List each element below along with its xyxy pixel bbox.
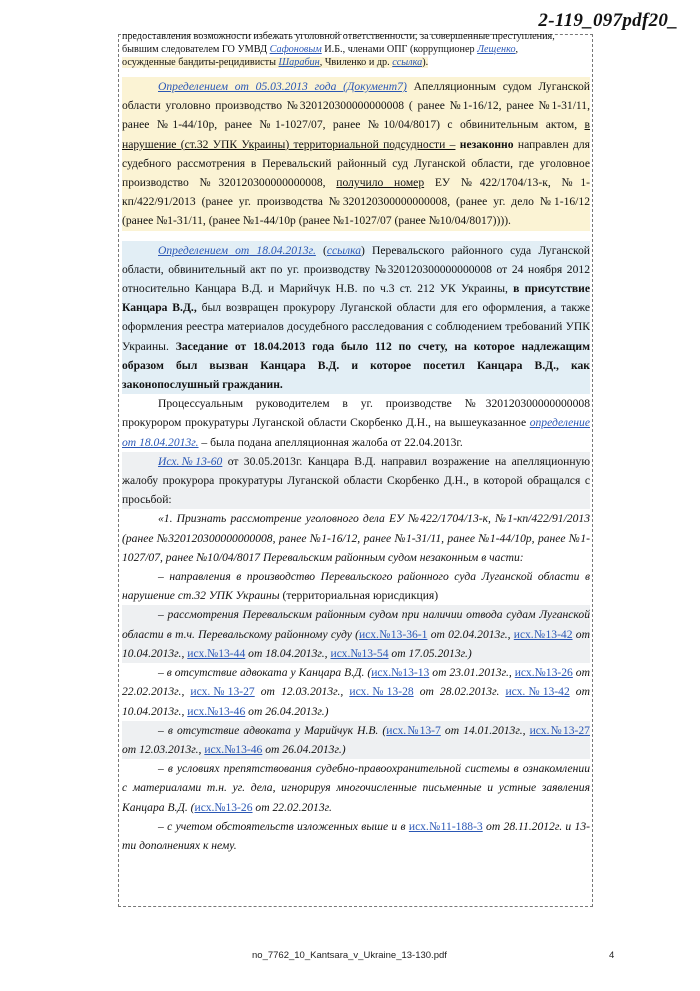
text-underlined: в нарушение (ст.32 УПК Украины) территориальной подсудности – — [122, 118, 590, 151]
text: Процессуальным руководителем в уг. производстве №320120300000000008 прокурором прокуратуры Луганской области Скорбенко Д.Н., на вышеуказанное — [122, 397, 590, 430]
text: – была подана апелляционная жалоба от 22.04.2013г. — [198, 435, 463, 449]
link-out-13-27[interactable]: исх.№13-27 — [529, 723, 590, 737]
text: от 14.01.2013г., — [440, 723, 530, 737]
paragraph-3 — [122, 394, 590, 452]
text: предоставления возможности избежать уголовной ответственности, за совершенные преступления, — [122, 31, 555, 42]
link-reference[interactable]: ссылка — [326, 243, 362, 257]
text: от 26.04.2013г.) — [245, 704, 329, 718]
link-out-13-27[interactable]: исх.№13-27 — [190, 685, 255, 699]
text: – рассмотрения Перевальским районным судом при наличии отвода судам Луганской области в т.ч. Перевальскому районному суду ( — [122, 608, 590, 641]
link-out-13-42[interactable]: исх.№13-42 — [513, 627, 573, 641]
link-ruling-18-04-2013[interactable]: Определением от 18.04.2013г. — [158, 243, 316, 257]
link-out-13-13[interactable]: исх.№13-13 — [371, 666, 430, 680]
paragraph-7 — [122, 605, 590, 663]
document-id-stamp: 2-119_097pdf20_ — [538, 10, 678, 31]
link-safonov[interactable]: Сафоновым — [269, 44, 322, 55]
link-ruling-18-04-2013[interactable]: определение от 18.04.2013г. — [122, 416, 590, 449]
link-out-13-26[interactable]: исх.№13-26 — [514, 666, 573, 680]
text: от 30.05.2013г. Канцара В.Д. направил возражение на апелляционную жалобу прокурора прокуратуры Луганской области Скорбенко Д.Н., в которой обращался с просьбой: — [122, 454, 590, 507]
link-out-11-188-3[interactable]: исх.№11-188-3 — [408, 819, 483, 833]
paragraph-10 — [122, 759, 590, 817]
link-out-13-54[interactable]: исх.№13-54 — [330, 646, 389, 660]
link-out-13-7[interactable]: исх.№13-7 — [386, 723, 441, 737]
text: осужденные бандиты-рецидивисты — [122, 57, 279, 68]
text: ) Перевальского районного суда Луганской области, обвинительный акт по уг. производству №320120300000000008 от 24 ноября 2012 относительно Канцара В.Д. и Марийчук Н.В. по ч.3 ст. 212 УК Украины, — [122, 243, 590, 296]
text: – в отсутствие адвоката у Марийчук Н.В. ( — [158, 723, 387, 737]
text: , Чвиленко и др. — [319, 57, 393, 68]
text: от 12.03.2013г., — [122, 742, 205, 756]
paragraph-9 — [122, 721, 590, 759]
text: от 28.02.2013г. — [413, 685, 506, 699]
text: от 28.11.2012г. и 13-ти дополнениях к нему. — [122, 819, 590, 852]
text: – в отсутствие адвоката у Канцара В.Д. ( — [158, 666, 372, 680]
paragraph-11 — [122, 817, 590, 855]
text: ЕУ №422/1704/13-к, №1-кп/422/91/2013 (ранее уг. производства №320120300000000008, (ранее уг. дело №1-16/12 (ранее №1-31/11, (ранее №1-44/10р (ранее №1-1027/07 (ранее №10/04/8017)))). — [122, 176, 590, 228]
text: направлен для судебного рассмотрения в Перевальский районный суд Луганской области, где уголовное производство №320120300000000008, — [122, 137, 591, 190]
text-bold: незаконно — [455, 137, 514, 151]
text: – с учетом обстоятельств изложенных выше и в — [158, 819, 409, 833]
text: от 10.04.2013г., — [122, 627, 590, 660]
text-bold: Заседание от 18.04.2013 года было 112 по счету, на которое надлежащим образом был вызван Канцара В.Д. и которое посетил Канцара В.Д., как законопослушный гражданин. — [122, 339, 590, 392]
link-out-13-26[interactable]: исх.№13-26 — [194, 800, 253, 814]
link-ruling-05-03-2013[interactable]: Определением от 05.03.2013 года (Документ7) — [158, 80, 407, 93]
link-out-13-46[interactable]: исх.№13-46 — [204, 742, 263, 756]
link-out-13-36-1[interactable]: исх.№13-36-1 — [359, 627, 428, 641]
link-out-13-28[interactable]: исх.№13-28 — [349, 685, 414, 699]
text: от 02.04.2013г., — [427, 627, 514, 641]
text: бывшим следователем ГО УМВД — [122, 44, 270, 55]
text: , — [515, 44, 519, 55]
text: от 18.04.2013г., — [245, 646, 331, 660]
text: от 17.05.2013г.) — [388, 646, 472, 660]
text: (территориальная юрисдикция) — [282, 589, 439, 603]
link-out-13-46[interactable]: исх.№13-46 — [187, 704, 246, 718]
text: – в условиях препятствования судебно-правоохранительной системы в ознакомлении с материалами т.н. уг. дела, игнорируя многочисленные письменные и устные заявления Канцара В.Д. ( — [122, 762, 590, 814]
text: от 22.02.2013г., — [122, 666, 590, 699]
main-text — [122, 30, 590, 855]
paragraph-4 — [122, 452, 590, 510]
link-out-13-60[interactable]: Исх.№13-60 — [158, 454, 223, 468]
link-leshchenko[interactable]: Лещенко — [477, 44, 516, 55]
paragraph-1 — [122, 77, 590, 231]
link-out-13-44[interactable]: исх.№13-44 — [187, 646, 246, 660]
text: – направления в производство Перевальского районного суда Луганской области в нарушение ст.32 УПК Украины — [122, 570, 590, 603]
text: от 23.01.2013г., — [429, 666, 515, 680]
text: И.Б., членами ОПГ (коррупционер — [321, 44, 478, 55]
footer-filename: no_7762_10_Kantsara_v_Ukraine_13-130.pdf — [252, 950, 447, 961]
text: от 22.02.2013г. — [252, 800, 332, 814]
paragraph-5: «1. Признать рассмотрение уголовного дела ЕУ №422/1704/13-к, №1-кп/422/91/2013 (ранее №320120300000000008, ранее №1-16/12, ранее №1-31/11, ранее №1-44/10р, ранее №1-1027/07, ранее №10/04/8017 Перевальским районным судом незаконным в части: — [122, 512, 590, 564]
text: от 12.03.2013г., — [254, 685, 350, 699]
paragraph-0 — [122, 30, 590, 69]
text-underlined: получило номер — [336, 176, 425, 190]
link-out-13-42[interactable]: исх.№13-42 — [505, 685, 570, 699]
paragraph-6 — [122, 567, 590, 605]
text: ). — [422, 57, 429, 68]
paragraph-8 — [122, 663, 590, 721]
text: от 10.04.2013г., — [122, 685, 590, 718]
page-number: 4 — [609, 950, 615, 961]
text: был возвращен прокурору Луганской области для его оформления, а также оформления реестра материалов досудебного расследования с соблюдением требований УПК Украины. — [122, 301, 590, 353]
paragraph-2 — [122, 241, 590, 395]
text: Апелляционным судом Луганской области уголовно производство №320120300000000008 ( ранее №1-16/12, ранее №1-31/11, ранее №1-44/10р, ранее №1-1027/07, ранее №10/04/8017) с обвинительным актом, — [122, 80, 591, 132]
text-bold: в присутствие Канцара В.Д., — [122, 282, 590, 315]
text: от 26.04.2013г.) — [262, 742, 346, 756]
link-reference[interactable]: ссылка — [392, 57, 423, 68]
text: ( — [315, 243, 327, 257]
link-sharabin[interactable]: Шарабин — [278, 57, 320, 68]
